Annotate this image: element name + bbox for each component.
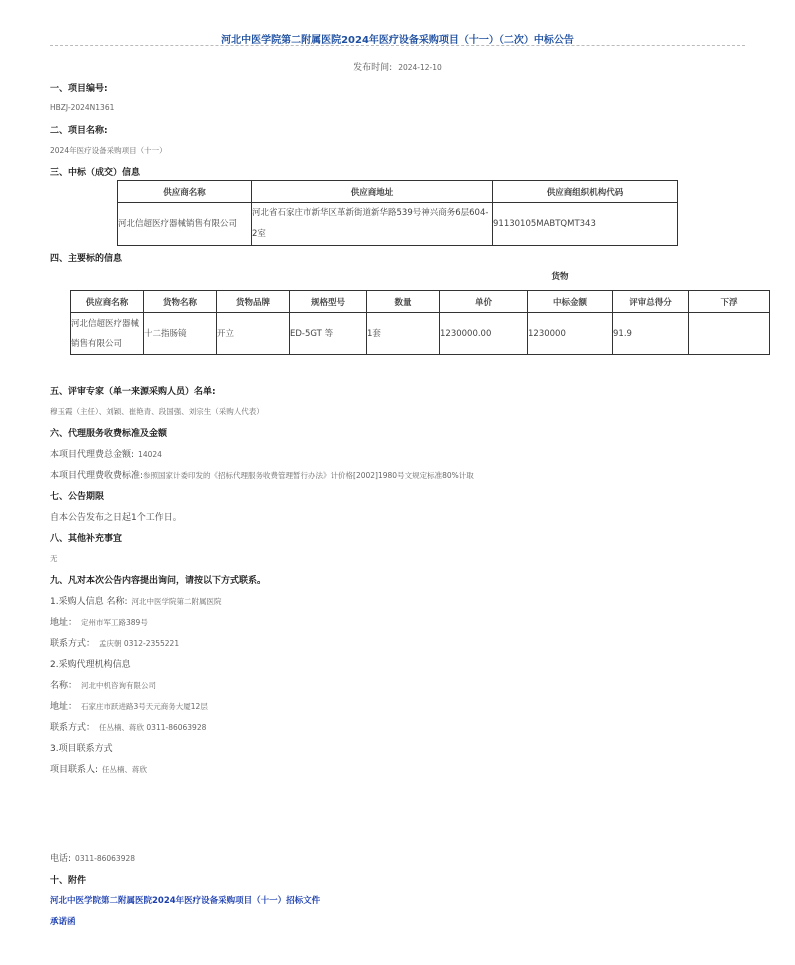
agency-name-value: 河北中机咨询有限公司 [81,681,157,690]
supplier-code-cell: 91130105MABTQMT343 [493,203,678,246]
goods-table-container[interactable] [70,268,738,358]
goods-supplier-cell: 河北信超医疗器械销售有限公司 [71,313,144,355]
agency-fee-standard-value: 参照国家计委印发的《招标代理服务收费管理暂行办法》计价格[2002]1980号文规定标准80%计取 [143,471,474,480]
agency-contact-value: 任丛楠、蒋欣 0311-86063928 [99,723,207,732]
agency-name-label: 名称： [50,681,78,691]
supplier-table [117,180,678,246]
project-name: 2024年医疗设备采购项目（十一） [50,146,167,155]
section-4-heading: 四、主要标的信息 [50,254,123,264]
agency-contact-label: 联系方式： [50,723,96,733]
goods-unit-price-cell: 1230000.00 [440,313,528,355]
agency-fee-total-label: 本项目代理费总金额: [50,450,135,460]
purchaser-label: 1.采购人信息 名称: [50,597,128,607]
expert-list: 穆玉霞（主任）、刘颖、崔艳青、段国强、刘宗生（采购人代表） [50,407,264,416]
project-contact-person [50,762,147,775]
header-supplier-address: 供应商地址 [252,181,493,203]
header-quantity: 数量 [367,291,440,313]
agency-name [50,678,156,691]
purchaser-address-value: 定州市军工路389号 [81,618,148,627]
project-contact-person-value: 任丛楠、蒋欣 [102,765,148,774]
supplier-address-cell: 河北省石家庄市新华区革新街道新华路539号神兴商务6层604-2室 [252,203,493,246]
project-phone [50,851,135,864]
page-title: 河北中医学院第二附属医院2024年医疗设备采购项目（十一）（二次）中标公告 [221,35,574,46]
header-supplier-code: 供应商组织机构代码 [493,181,678,203]
header-unit-price: 单价 [440,291,528,313]
supplier-table-header [118,181,678,203]
publish-time [0,60,795,73]
announcement-period: 自本公告发布之日起1个工作日。 [50,513,182,523]
table-row [118,203,678,246]
goods-table-header [71,291,770,313]
goods-model-cell: ED-5GT 等 [290,313,367,355]
agency-info-heading: 2.采购代理机构信息 [50,660,131,670]
header-supplier: 供应商名称 [71,291,144,313]
purchaser-contact [50,636,179,649]
section-5-heading: 五、评审专家（单一来源采购人员）名单: [50,387,216,397]
supplier-name-cell: 河北信超医疗器械销售有限公司 [118,203,252,246]
goods-award-amount-cell: 1230000 [528,313,613,355]
section-2-heading: 二、项目名称: [50,126,108,136]
table-row [71,313,770,355]
header-award-amount: 中标金额 [528,291,613,313]
agency-fee-standard [50,468,474,481]
purchaser-contact-value: 孟庆朝 0312-2355221 [99,639,180,648]
purchaser-name-value: 河北中医学院第二附属医院 [131,597,222,606]
section-10-heading: 十、附件 [50,876,87,886]
goods-group-label: 货物 [551,272,569,282]
project-phone-value: 0311-86063928 [75,854,136,863]
section-8-heading: 八、其他补充事宜 [50,534,123,544]
publish-date: 2024-12-10 [398,63,442,72]
publish-label: 发布时间: [353,63,393,73]
section-9-heading: 九、凡对本次公告内容提出询问，请按以下方式联系。 [50,576,267,586]
header-goods-name: 货物名称 [144,291,217,313]
header-discount: 下浮 [689,291,770,313]
header-score: 评审总得分 [613,291,689,313]
goods-quantity-cell: 1套 [367,313,440,355]
title-divider [50,45,745,46]
project-contact-person-label: 项目联系人: [50,765,99,775]
purchaser-address [50,615,148,628]
goods-score-cell: 91.9 [613,313,689,355]
header-brand: 货物品牌 [217,291,290,313]
section-6-heading: 六、代理服务收费标准及金额 [50,429,168,439]
section-3-heading: 三、中标（成交）信息 [50,168,141,178]
purchaser-name [50,594,221,607]
section-7-heading: 七、公告期限 [50,492,105,502]
goods-table [70,290,770,355]
project-number: HBZJ-2024N1361 [50,103,115,112]
project-contact-heading: 3.项目联系方式 [50,744,113,754]
agency-fee-total-value: 14024 [138,450,162,459]
agency-fee-total [50,447,162,460]
section-1-heading: 一、项目编号: [50,84,108,94]
goods-brand-cell: 开立 [217,313,290,355]
project-phone-label: 电话: [50,854,72,864]
attachment-commitment-letter-link[interactable]: 承诺函 [50,917,76,927]
agency-address [50,699,208,712]
purchaser-address-label: 地址： [50,618,78,628]
agency-address-label: 地址： [50,702,78,712]
header-model: 规格型号 [290,291,367,313]
attachment-bid-document-link[interactable]: 河北中医学院第二附属医院2024年医疗设备采购项目（十一）招标文件 [50,896,321,906]
supplementary-info: 无 [50,554,58,563]
goods-discount-cell [689,313,770,355]
agency-fee-standard-label: 本项目代理费收费标准: [50,471,144,481]
header-supplier-name: 供应商名称 [118,181,252,203]
goods-name-cell: 十二指肠镜 [144,313,217,355]
purchaser-contact-label: 联系方式： [50,639,96,649]
agency-contact [50,720,206,733]
agency-address-value: 石家庄市跃进路3号天元商务大厦12层 [81,702,208,711]
